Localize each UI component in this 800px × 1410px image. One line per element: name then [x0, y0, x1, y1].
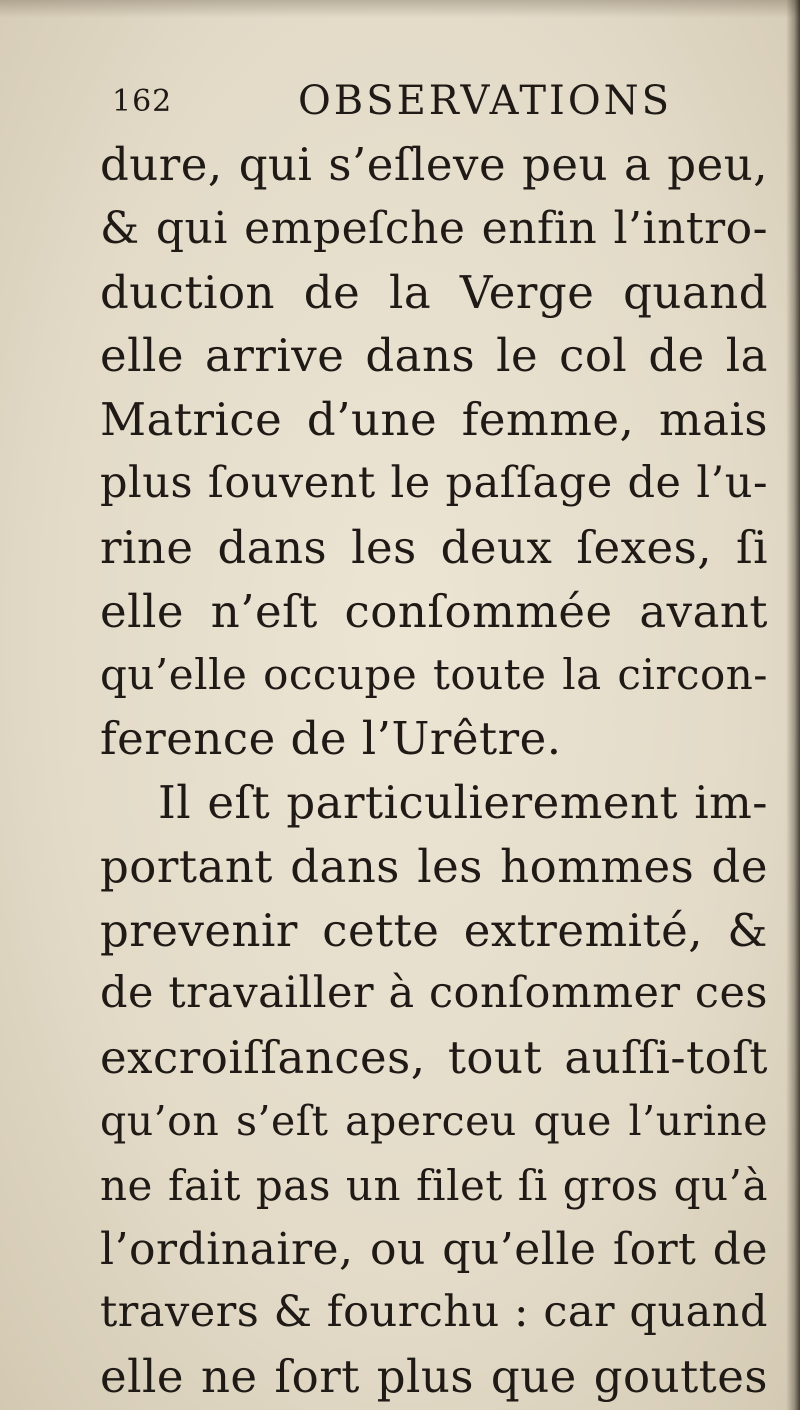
text-line: & qui empeſche enfin l’intro- [100, 202, 768, 254]
text-line: l’ordinaire, ou qu’elle ſort de [100, 1223, 768, 1275]
text-line: dure, qui s’eſleve peu a peu, [100, 138, 768, 191]
text-line: elle arrive dans le col de la [100, 329, 768, 383]
text-line: rine dans les deux ſexes, ſi [100, 520, 768, 574]
text-line: prevenir cette extremité, & [100, 903, 768, 957]
text-line: qu’on s’eſt aperceu que l’urine [100, 1096, 768, 1145]
text-line-paragraph-end: ference de l’Urêtre. [100, 712, 562, 766]
text-line: duction de la Verge quand [100, 265, 768, 319]
body-text [100, 133, 768, 1409]
text-line: elle ne ſort plus que gouttes [100, 1350, 768, 1404]
page-edge-shadow [786, 0, 800, 1410]
text-line: portant dans les hommes de [100, 839, 768, 893]
page-top-shadow [0, 0, 800, 18]
text-line-paragraph-start: Il eſt particulierement im- [158, 775, 768, 829]
text-line: qu’elle occupe toute la circon- [100, 650, 768, 700]
text-line: travers & fourchu : car quand [100, 1287, 768, 1338]
text-line: de travailler à conſommer ces [100, 968, 768, 1019]
page-number: 162 [112, 84, 173, 119]
text-line: plus ſouvent le paſſage de l’u- [100, 457, 768, 508]
text-line: excroiſſances, tout auſſi-toſt [100, 1031, 768, 1085]
running-head: OBSERVATIONS [298, 78, 673, 124]
text-line: Matrice d’une femme, mais [100, 393, 768, 447]
text-line: elle n’eſt conſommée avant [100, 584, 768, 638]
text-line: ne fait pas un filet ſi gros qu’à [100, 1160, 768, 1210]
page-header [112, 78, 672, 128]
